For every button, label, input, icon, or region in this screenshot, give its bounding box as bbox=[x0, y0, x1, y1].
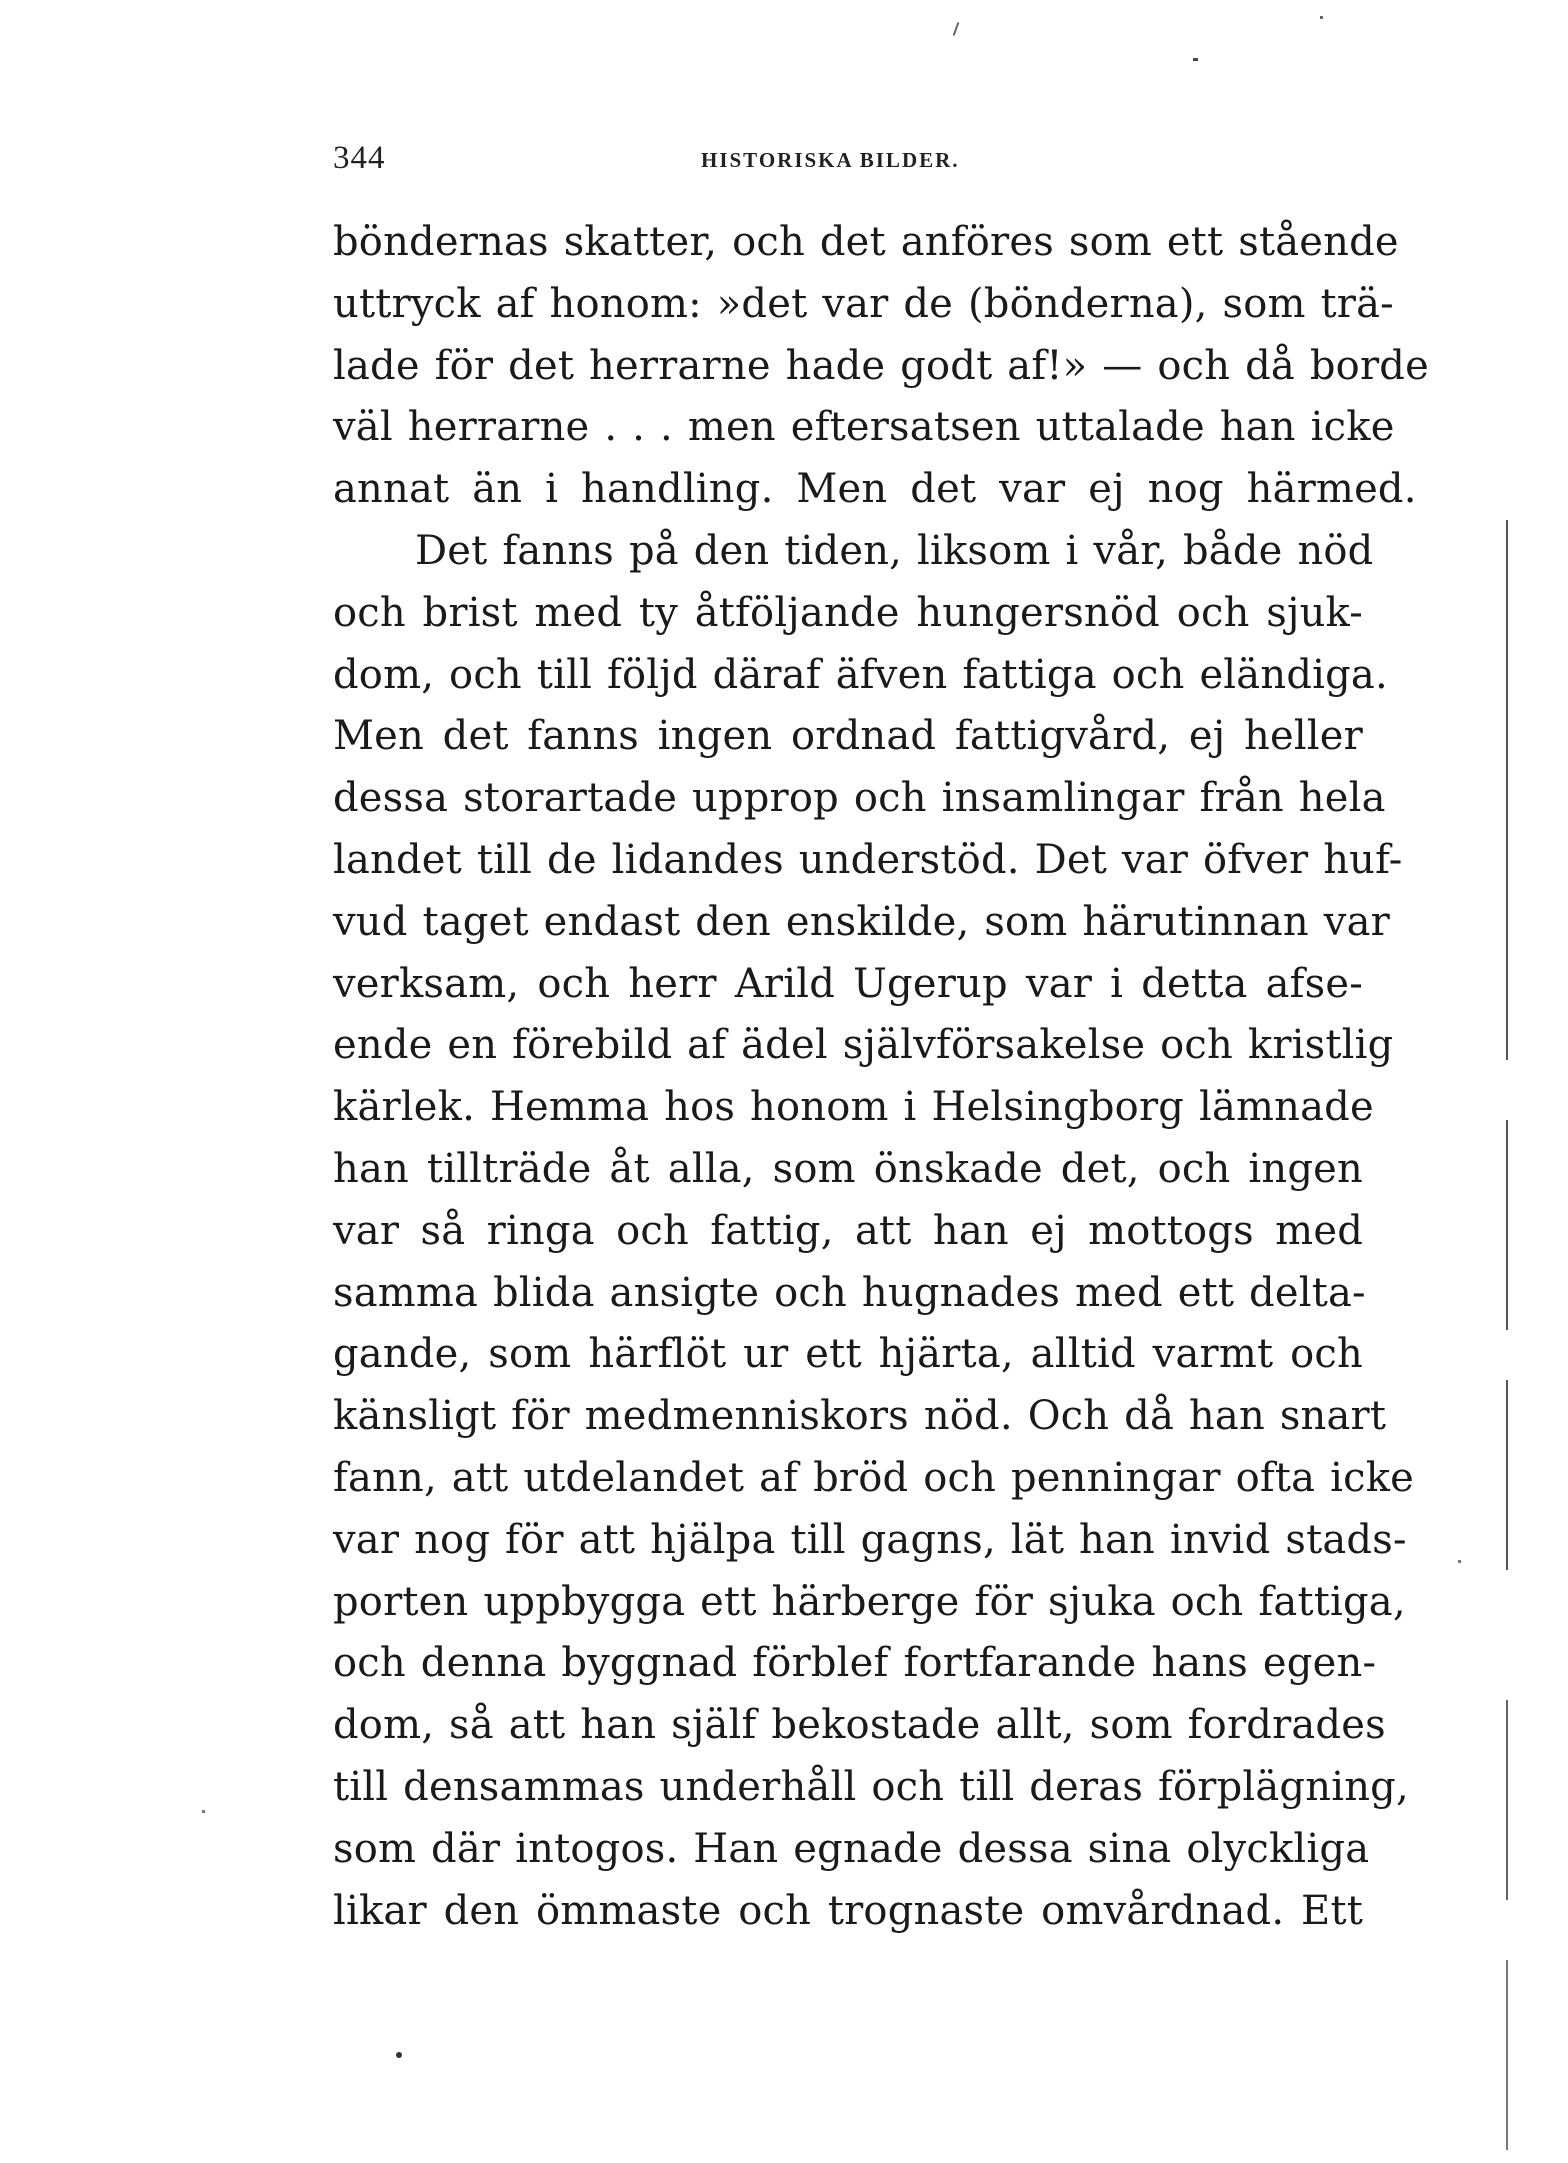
text-line: gande, som härflöt ur ett hjärta, alltid varmt och bbox=[333, 1331, 1363, 1378]
text-line: samma blida ansigte och hugnades med ett delta- bbox=[333, 1269, 1366, 1316]
scan-edge-mark bbox=[1506, 1120, 1508, 1330]
text-line: och brist med ty åtföljande hungersnöd och sjuk- bbox=[333, 589, 1363, 636]
text-line: böndernas skatter, och det anföres som ett stående bbox=[333, 219, 1399, 265]
scan-speck bbox=[953, 22, 960, 36]
text-line: vud taget endast den enskilde, som härutinnan var bbox=[333, 898, 1390, 945]
scan-edge-mark bbox=[1506, 1960, 1508, 2150]
scan-speck bbox=[1458, 1560, 1461, 1563]
scan-speck bbox=[396, 2052, 402, 2058]
running-head: HISTORISKA BILDER. bbox=[701, 148, 960, 172]
text-line: väl herrarne . . . men eftersatsen uttalade han icke bbox=[333, 404, 1395, 451]
text-line: han tillträde åt alla, som önskade det, och ingen bbox=[333, 1145, 1363, 1192]
text-line: dessa storartade upprop och insamlingar från hela bbox=[333, 775, 1386, 822]
text-line: annat än i handling. Men det var ej nog härmed. bbox=[333, 466, 1417, 513]
text-line: dom, så att han själf bekostade allt, som fordrades bbox=[333, 1702, 1386, 1749]
scan-speck bbox=[1193, 58, 1198, 61]
text-line: uttryck af honom: »det var de (bönderna), som trä- bbox=[333, 280, 1394, 327]
text-line: verksam, och herr Arild Ugerup var i detta afse- bbox=[333, 960, 1363, 1007]
text-line: likar den ömmaste och trognaste omvårdnad. Ett bbox=[333, 1887, 1363, 1934]
text-line: var nog för att hjälpa till gagns, lät han invid stads- bbox=[333, 1516, 1407, 1563]
page-header bbox=[333, 140, 1363, 180]
scan-speck bbox=[1320, 16, 1323, 19]
text-line: landet till de lidandes understöd. Det var öfver huf- bbox=[333, 836, 1403, 883]
scan-edge-mark bbox=[1506, 520, 1508, 1060]
scan-edge-mark bbox=[1506, 1380, 1508, 1570]
text-line: känsligt för medmenniskors nöd. Och då han snart bbox=[333, 1393, 1387, 1440]
text-line: porten uppbygga ett härberge för sjuka och fattiga, bbox=[333, 1578, 1406, 1625]
text-line: lade för det herrarne hade godt af!» — och då borde bbox=[333, 342, 1429, 389]
text-line: till densammas underhåll och till deras förplägning, bbox=[333, 1763, 1409, 1810]
text-line: Det fanns på den tiden, liksom i vår, både nöd bbox=[415, 527, 1374, 574]
text-line: kärlek. Hemma hos honom i Helsingborg lämnade bbox=[333, 1084, 1374, 1131]
scan-edge-mark bbox=[1506, 1700, 1508, 1900]
text-line: Men det fanns ingen ordnad fattigvård, ej heller bbox=[333, 713, 1363, 760]
body-text bbox=[333, 212, 1429, 1942]
text-line: och denna byggnad förblef fortfarande hans egen- bbox=[333, 1640, 1377, 1687]
text-line: var så ringa och fattig, att han ej mottogs med bbox=[333, 1207, 1363, 1254]
text-line: som där intogos. Han egnade dessa sina olyckliga bbox=[333, 1825, 1370, 1872]
page-number: 344 bbox=[333, 140, 386, 176]
text-line: dom, och till följd däraf äfven fattiga och eländiga. bbox=[333, 651, 1388, 698]
text-line: ende en förebild af ädel självförsakelse och kristlig bbox=[333, 1022, 1394, 1069]
scan-speck bbox=[202, 1810, 205, 1813]
text-line: fann, att utdelandet af bröd och penningar ofta icke bbox=[333, 1454, 1415, 1501]
